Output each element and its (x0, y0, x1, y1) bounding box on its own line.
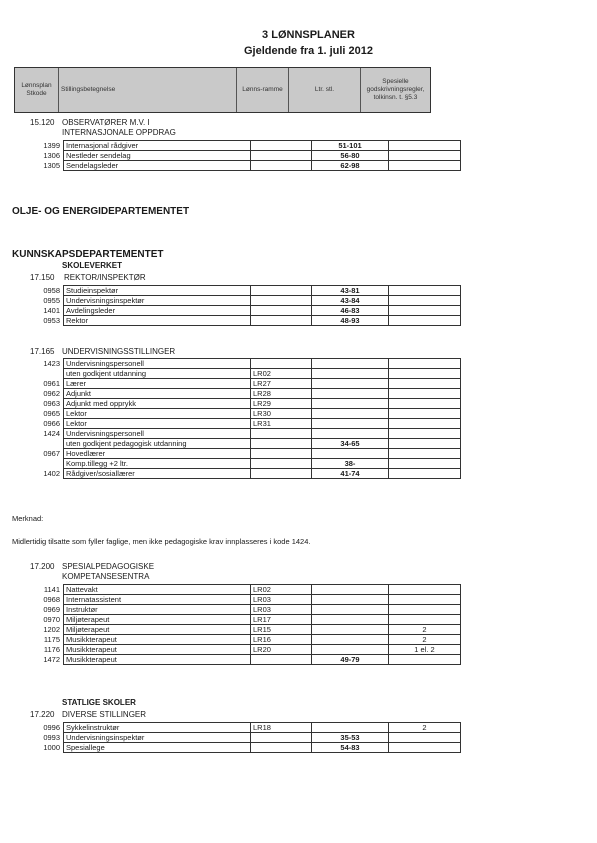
table-row (14, 369, 461, 379)
table-row (14, 605, 461, 615)
row-code: 1000 (14, 743, 64, 753)
row-code: 0953 (14, 316, 64, 326)
row-spesiell (389, 141, 461, 151)
row-code: 0968 (14, 595, 64, 605)
row-ltr (312, 645, 389, 655)
row-lonnsramme (251, 655, 312, 665)
section-label: UNDERVISNINGSSTILLINGER (62, 347, 176, 356)
table-row (14, 585, 461, 595)
row-spesiell (389, 585, 461, 595)
row-title: Undervisningspersonell (64, 359, 251, 369)
table-row (14, 439, 461, 449)
row-lonnsramme: LR03 (251, 595, 312, 605)
table-row (14, 645, 461, 655)
row-lonnsramme: LR28 (251, 389, 312, 399)
row-ltr (312, 409, 389, 419)
row-ltr: 35-53 (312, 733, 389, 743)
row-lonnsramme (251, 449, 312, 459)
row-title: Hovedlærer (64, 449, 251, 459)
table-row (14, 429, 461, 439)
row-ltr (312, 635, 389, 645)
row-ltr (312, 605, 389, 615)
row-code: 1176 (14, 645, 64, 655)
table-row (14, 723, 461, 733)
row-code: 0965 (14, 409, 64, 419)
col-header-spec: Spesielle godskrivningsregler, tolkinsn. t. §5.3 (366, 77, 425, 102)
row-spesiell (389, 369, 461, 379)
row-ltr (312, 399, 389, 409)
row-title: Undervisningspersonell (64, 429, 251, 439)
section-label: DIVERSE STILLINGER (62, 710, 147, 719)
row-title: Undervisningsinspektør (64, 733, 251, 743)
row-lonnsramme (251, 306, 312, 316)
col-header-ltr: Ltr. stl. (289, 68, 361, 112)
table-row (14, 286, 461, 296)
row-title: Musikkterapeut (64, 655, 251, 665)
row-lonnsramme (251, 429, 312, 439)
table-row (14, 151, 461, 161)
row-lonnsramme: LR15 (251, 625, 312, 635)
row-spesiell (389, 286, 461, 296)
row-lonnsramme (251, 743, 312, 753)
row-ltr: 41-74 (312, 469, 389, 479)
row-ltr (312, 449, 389, 459)
row-lonnsramme (251, 733, 312, 743)
row-ltr: 54-83 (312, 743, 389, 753)
row-ltr: 56-80 (312, 151, 389, 161)
table-row (14, 389, 461, 399)
row-lonnsramme (251, 151, 312, 161)
row-ltr (312, 585, 389, 595)
table-row (14, 359, 461, 369)
section-code: 15.120 (30, 118, 55, 127)
sub-heading: SKOLEVERKET (62, 261, 123, 270)
row-code: 1141 (14, 585, 64, 595)
row-spesiell (389, 469, 461, 479)
table-rektor (14, 285, 461, 326)
section-label: KOMPETANSESENTRA (62, 572, 150, 581)
row-title: Rektor (64, 316, 251, 326)
row-spesiell (389, 389, 461, 399)
row-title: Adjunkt med opprykk (64, 399, 251, 409)
row-spesiell (389, 605, 461, 615)
table-row (14, 409, 461, 419)
row-lonnsramme (251, 316, 312, 326)
row-code: 0966 (14, 419, 64, 429)
row-title: Komp.tillegg +2 ltr. (64, 459, 251, 469)
row-code: 1424 (14, 429, 64, 439)
row-title: Undervisningsinspektør (64, 296, 251, 306)
row-ltr: 62-98 (312, 161, 389, 171)
sub-heading: STATLIGE SKOLER (62, 698, 136, 707)
row-spesiell (389, 655, 461, 665)
row-spesiell (389, 429, 461, 439)
row-code: 0961 (14, 379, 64, 389)
row-code: 1175 (14, 635, 64, 645)
table-row (14, 449, 461, 459)
row-lonnsramme (251, 359, 312, 369)
row-title: Lærer (64, 379, 251, 389)
table-row (14, 296, 461, 306)
section-label: INTERNASJONALE OPPDRAG (62, 128, 176, 137)
row-ltr: 43-81 (312, 286, 389, 296)
row-code: 1399 (14, 141, 64, 151)
row-spesiell (389, 296, 461, 306)
col-header-code: Lønnsplan Stkode (15, 68, 59, 112)
row-spesiell (389, 743, 461, 753)
row-ltr: 48-93 (312, 316, 389, 326)
row-lonnsramme (251, 286, 312, 296)
row-lonnsramme (251, 469, 312, 479)
row-spesiell (389, 161, 461, 171)
row-title: Internatassistent (64, 595, 251, 605)
row-ltr: 51-101 (312, 141, 389, 151)
row-code: 0955 (14, 296, 64, 306)
table-row (14, 161, 461, 171)
row-spesiell (389, 419, 461, 429)
row-spesiell: 2 (389, 625, 461, 635)
row-code: 0993 (14, 733, 64, 743)
row-ltr (312, 369, 389, 379)
row-title: uten godkjent pedagogisk utdanning (64, 439, 251, 449)
row-lonnsramme: LR03 (251, 605, 312, 615)
table-row (14, 316, 461, 326)
table-row (14, 655, 461, 665)
row-ltr: 34-65 (312, 439, 389, 449)
table-row (14, 419, 461, 429)
table-row (14, 595, 461, 605)
section-code: 17.150 (30, 273, 55, 282)
row-spesiell: 2 (389, 635, 461, 645)
row-code: 1306 (14, 151, 64, 161)
section-code: 17.165 (30, 347, 55, 356)
row-spesiell (389, 449, 461, 459)
section-code: 17.200 (30, 562, 55, 571)
row-lonnsramme: LR31 (251, 419, 312, 429)
row-code: 0962 (14, 389, 64, 399)
row-code: 1305 (14, 161, 64, 171)
row-title: Instruktør (64, 605, 251, 615)
table-row (14, 615, 461, 625)
table-undervisning (14, 358, 461, 479)
row-spesiell (389, 615, 461, 625)
row-code: 1402 (14, 469, 64, 479)
row-code: 1401 (14, 306, 64, 316)
row-lonnsramme (251, 161, 312, 171)
row-lonnsramme: LR27 (251, 379, 312, 389)
row-lonnsramme: LR20 (251, 645, 312, 655)
row-ltr (312, 615, 389, 625)
row-ltr (312, 429, 389, 439)
row-title: Miljøterapeut (64, 625, 251, 635)
row-spesiell (389, 379, 461, 389)
table-row (14, 141, 461, 151)
table-row (14, 625, 461, 635)
section-label: SPESIALPEDAGOGISKE (62, 562, 155, 571)
row-lonnsramme: LR29 (251, 399, 312, 409)
merknad-text: Midlertidig tilsatte som fyller faglige, men ikke pedagogiske krav innplasseres i kode 1424. (12, 537, 311, 546)
table-row (14, 399, 461, 409)
merknad-label: Merknad: (12, 514, 44, 523)
row-title: Nestleder sendelag (64, 151, 251, 161)
table-row (14, 306, 461, 316)
table-observatorer (14, 140, 461, 171)
row-ltr: 43-84 (312, 296, 389, 306)
row-spesiell (389, 316, 461, 326)
row-title: Studieinspektør (64, 286, 251, 296)
row-ltr (312, 389, 389, 399)
row-ltr (312, 359, 389, 369)
row-spesiell (389, 359, 461, 369)
row-lonnsramme: LR30 (251, 409, 312, 419)
row-title: uten godkjent utdanning (64, 369, 251, 379)
row-ltr: 46-83 (312, 306, 389, 316)
page-subtitle: Gjeldende fra 1. juli 2012 (244, 45, 373, 57)
col-header-lr: Lønns-ramme (237, 68, 289, 112)
table-row (14, 635, 461, 645)
row-title: Lektor (64, 409, 251, 419)
row-spesiell (389, 409, 461, 419)
table-statlige (14, 722, 461, 753)
page-title: 3 LØNNSPLANER (262, 29, 355, 41)
row-ltr (312, 595, 389, 605)
section-code: 17.220 (30, 710, 55, 719)
row-title: Nattevakt (64, 585, 251, 595)
table-row (14, 379, 461, 389)
row-title: Miljøterapeut (64, 615, 251, 625)
column-header (14, 67, 431, 113)
row-ltr (312, 625, 389, 635)
row-title: Internasjonal rådgiver (64, 141, 251, 151)
row-ltr: 38- (312, 459, 389, 469)
row-spesiell (389, 595, 461, 605)
table-row (14, 743, 461, 753)
row-spesiell: 2 (389, 723, 461, 733)
ministry-heading: KUNNSKAPSDEPARTEMENTET (12, 249, 164, 260)
row-title: Sykkelinstruktør (64, 723, 251, 733)
row-title: Sendelagsleder (64, 161, 251, 171)
row-title: Musikkterapeut (64, 645, 251, 655)
row-ltr (312, 419, 389, 429)
row-lonnsramme: LR02 (251, 369, 312, 379)
table-spesial (14, 584, 461, 665)
row-title: Musikkterapeut (64, 635, 251, 645)
row-spesiell (389, 459, 461, 469)
section-label: REKTOR/INSPEKTØR (64, 273, 146, 282)
row-code: 0967 (14, 449, 64, 459)
row-code (14, 369, 64, 379)
row-code: 0969 (14, 605, 64, 615)
row-title: Rådgiver/sosiallærer (64, 469, 251, 479)
table-row (14, 459, 461, 469)
row-code: 0970 (14, 615, 64, 625)
row-code (14, 439, 64, 449)
row-ltr (312, 723, 389, 733)
row-lonnsramme (251, 296, 312, 306)
row-code: 0963 (14, 399, 64, 409)
row-spesiell (389, 399, 461, 409)
table-row (14, 733, 461, 743)
ministry-heading: OLJE- OG ENERGIDEPARTEMENTET (12, 206, 190, 217)
table-row (14, 469, 461, 479)
row-lonnsramme (251, 459, 312, 469)
row-ltr: 49-79 (312, 655, 389, 665)
row-spesiell (389, 306, 461, 316)
row-lonnsramme: LR16 (251, 635, 312, 645)
row-code: 0958 (14, 286, 64, 296)
row-spesiell (389, 439, 461, 449)
section-label: OBSERVATØRER M.V. I (62, 118, 150, 127)
row-spesiell (389, 151, 461, 161)
row-lonnsramme: LR02 (251, 585, 312, 595)
row-lonnsramme: LR17 (251, 615, 312, 625)
row-title: Lektor (64, 419, 251, 429)
row-title: Avdelingsleder (64, 306, 251, 316)
row-lonnsramme: LR18 (251, 723, 312, 733)
row-spesiell (389, 733, 461, 743)
row-code: 1202 (14, 625, 64, 635)
row-title: Spesiallege (64, 743, 251, 753)
row-code: 1472 (14, 655, 64, 665)
row-spesiell: 1 el. 2 (389, 645, 461, 655)
row-title: Adjunkt (64, 389, 251, 399)
row-lonnsramme (251, 141, 312, 151)
col-header-title: Stillingsbetegnelse (59, 68, 237, 112)
row-lonnsramme (251, 439, 312, 449)
row-ltr (312, 379, 389, 389)
row-code: 1423 (14, 359, 64, 369)
row-code: 0996 (14, 723, 64, 733)
row-code (14, 459, 64, 469)
